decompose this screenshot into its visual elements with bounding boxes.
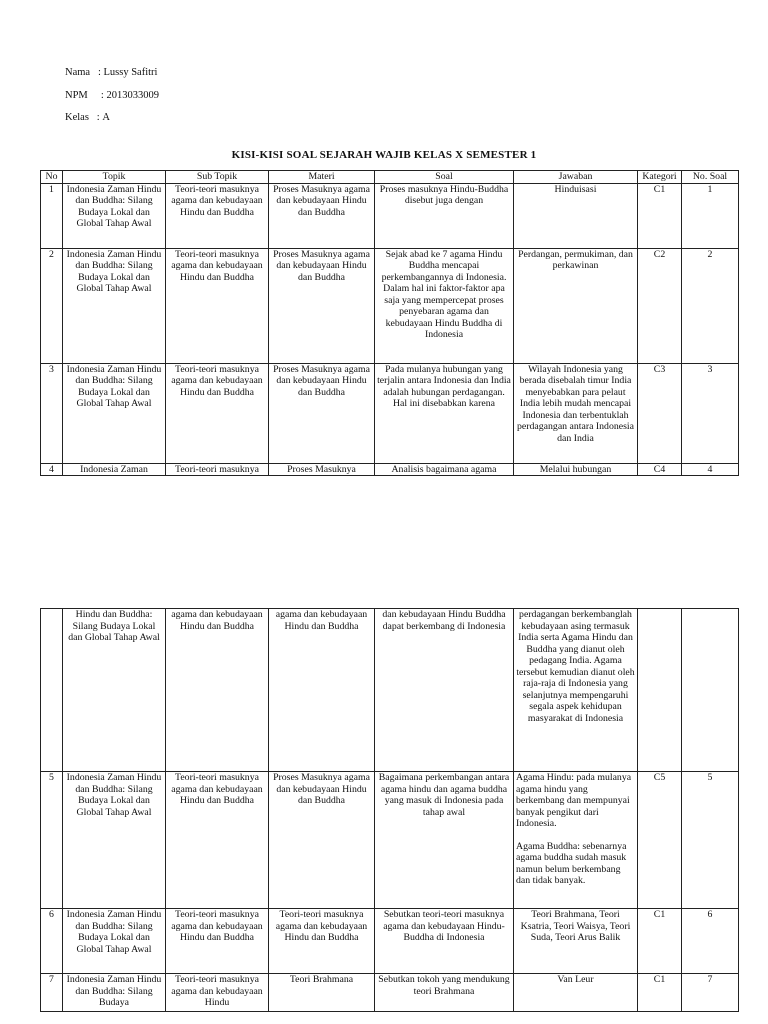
cell-kategori: C3 [638,363,682,463]
cell-topik: Hindu dan Buddha: Silang Budaya Lokal dan Global Tahap Awal [63,609,166,772]
table-row [41,609,739,772]
cell-jawaban: Teori Brahmana, Teori Ksatria, Teori Waisya, Teori Suda, Teori Arus Balik [514,909,638,974]
col-header-no-soal: No. Soal [682,171,739,184]
cell-materi: Teori Brahmana [269,974,375,1012]
student-npm: 2013033009 [106,89,159,101]
cell-no: 3 [41,363,63,463]
table-row [41,463,739,476]
cell-no: 6 [41,909,63,974]
cell-no-soal: 2 [682,248,739,363]
cell-jawaban: Hinduisasi [514,183,638,248]
identity-block [65,67,159,135]
table-row [41,363,739,463]
cell-materi: Proses Masuknya agama dan kebudayaan Hindu dan Buddha [269,772,375,909]
cell-topik: Indonesia Zaman Hindu dan Buddha: Silang Budaya Lokal dan Global Tahap Awal [63,183,166,248]
cell-sub-topik: Teori-teori masuknya agama dan kebudayaan Hindu dan Buddha [166,772,269,909]
cell-materi: Proses Masuknya [269,463,375,476]
cell-jawaban: Perdangan, permukiman, dan perkawinan [514,248,638,363]
cell-no: 5 [41,772,63,909]
document-page-1 [0,0,768,500]
cell-soal: Sebutkan tokoh yang mendukung teori Brahmana [375,974,514,1012]
cell-topik: Indonesia Zaman [63,463,166,476]
cell-jawaban: Melalui hubungan [514,463,638,476]
table-row [41,974,739,1012]
cell-sub-topik: Teori-teori masuknya agama dan kebudayaan Hindu dan Buddha [166,363,269,463]
cell-sub-topik: Teori-teori masuknya [166,463,269,476]
cell-soal: Sebutkan teori-teori masuknya agama dan kebudayaan Hindu-Buddha di Indonesia [375,909,514,974]
cell-no-soal: 5 [682,772,739,909]
cell-no-soal [682,609,739,772]
cell-kategori [638,609,682,772]
cell-kategori: C1 [638,909,682,974]
cell-no-soal: 4 [682,463,739,476]
cell-kategori: C1 [638,974,682,1012]
cell-soal: Sejak abad ke 7 agama Hindu Buddha mencapai perkembangannya di Indonesia. Dalam hal ini faktor-faktor apa saja yang mempercepat proses penyebaran agama dan kebudayaan Hindu Buddha di Indonesia [375,248,514,363]
table-row [41,909,739,974]
col-header-jawaban: Jawaban [514,171,638,184]
cell-jawaban: Wilayah Indonesia yang berada disebalah timur India menyebabkan para pelaut India lebih mudah mencapai Indonesia dan terbentuklah perdagangan antara Indonesia dan India [514,363,638,463]
col-header-topik: Topik [63,171,166,184]
cell-soal: dan kebudayaan Hindu Buddha dapat berkembang di Indonesia [375,609,514,772]
cell-soal: Pada mulanya hubungan yang terjalin antara Indonesia dan India adalah hubungan perdagangan. Hal ini disebabkan karena [375,363,514,463]
table-row [41,248,739,363]
cell-topik: Indonesia Zaman Hindu dan Buddha: Silang Budaya Lokal dan Global Tahap Awal [63,363,166,463]
cell-jawaban [514,772,638,909]
cell-soal: Proses masuknya Hindu-Buddha disebut juga dengan [375,183,514,248]
cell-sub-topik: Teori-teori masuknya agama dan kebudayaan Hindu dan Buddha [166,183,269,248]
col-header-sub-topik: Sub Topik [166,171,269,184]
cell-topik: Indonesia Zaman Hindu dan Buddha: Silang Budaya Lokal dan Global Tahap Awal [63,772,166,909]
cell-sub-topik: Teori-teori masuknya agama dan kebudayaan Hindu dan Buddha [166,248,269,363]
cell-no: 4 [41,463,63,476]
cell-materi: Proses Masuknya agama dan kebudayaan Hindu dan Buddha [269,363,375,463]
cell-no: 1 [41,183,63,248]
cell-no-soal: 3 [682,363,739,463]
cell-jawaban: Van Leur [514,974,638,1012]
table-header-row [41,171,739,184]
cell-no-soal: 6 [682,909,739,974]
cell-no: 2 [41,248,63,363]
cell-kategori: C4 [638,463,682,476]
cell-materi: Proses Masuknya agama dan kebudayaan Hindu dan Buddha [269,248,375,363]
document-title: KISI-KISI SOAL SEJARAH WAJIB KELAS X SEMESTER 1 [231,149,537,161]
cell-topik: Indonesia Zaman Hindu dan Buddha: Silang Budaya Lokal dan Global Tahap Awal [63,248,166,363]
cell-soal: Bagaimana perkembangan antara agama hindu dan agama buddha yang masuk di Indonesia pada tahap awal [375,772,514,909]
identity-name: Nama : Lussy Safitri [65,67,158,78]
col-header-materi: Materi [269,171,375,184]
cell-topik: Indonesia Zaman Hindu dan Buddha: Silang Budaya Lokal dan Global Tahap Awal [63,909,166,974]
cell-soal: Analisis bagaimana agama [375,463,514,476]
cell-topik: Indonesia Zaman Hindu dan Buddha: Silang Budaya [63,974,166,1012]
cell-kategori: C5 [638,772,682,909]
table-row [41,183,739,248]
cell-no [41,609,63,772]
jawaban-paragraph-hindu: Agama Hindu: pada mulanya agama hindu yang berkembang dan mempunyai banyak pengikut dari Indonesia. [516,772,632,829]
cell-kategori: C1 [638,183,682,248]
identity-class: Kelas : A [65,112,110,123]
cell-no-soal: 7 [682,974,739,1012]
cell-sub-topik: Teori-teori masuknya agama dan kebudayaan Hindu [166,974,269,1012]
student-class: A [102,112,110,123]
col-header-soal: Soal [375,171,514,184]
col-header-kategori: Kategori [638,171,682,184]
cell-materi: Proses Masuknya agama dan kebudayaan Hindu dan Buddha [269,183,375,248]
table-row [41,772,739,909]
page-gap [0,500,768,608]
jawaban-paragraph-buddha: Agama Buddha: sebenarnya agama buddha sudah masuk namun belum berkembang dan tidak banyak. [516,840,627,886]
cell-no: 7 [41,974,63,1012]
cell-materi: Teori-teori masuknya agama dan kebudayaan Hindu dan Buddha [269,909,375,974]
cell-jawaban: perdagangan berkembanglah kebudayaan asing termasuk India serta Agama Hindu dan Buddha yang dianut oleh pedagang India. Agama tersebut kemudian dianut oleh raja-raja di Indonesia yang selanjutnya mempengaruhi segala aspek kehidupan masyarakat di Indonesia [514,609,638,772]
cell-materi: agama dan kebudayaan Hindu dan Buddha [269,609,375,772]
cell-kategori: C2 [638,248,682,363]
cell-sub-topik: Teori-teori masuknya agama dan kebudayaan Hindu dan Buddha [166,909,269,974]
student-name: Lussy Safitri [103,67,158,78]
kisi-kisi-table [40,170,739,476]
col-header-no: No [41,171,63,184]
cell-sub-topik: agama dan kebudayaan Hindu dan Buddha [166,609,269,772]
kisi-kisi-table-continued [40,608,739,1012]
cell-no-soal: 1 [682,183,739,248]
identity-npm: NPM : 2013033009 [65,89,159,101]
